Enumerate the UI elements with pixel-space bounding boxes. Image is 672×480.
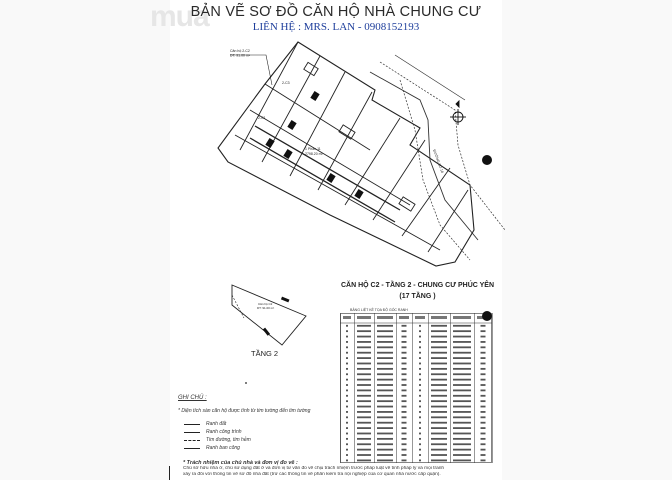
svg-text:1 Phần 11: 1 Phần 11 xyxy=(305,147,321,151)
svg-text:Căn hộ C2: Căn hộ C2 xyxy=(258,302,273,306)
svg-text:2-C3: 2-C3 xyxy=(282,81,290,85)
responsibility-line-1: Chủ sở hữu nhà ở, chủ sử dụng đất ở và đơn vị tư vấn đo vẽ chịu trách nhiệm trước pháp luật về tính pháp lý và mọi tranh xyxy=(183,466,445,471)
svg-text:2-C1: 2-C1 xyxy=(258,116,266,120)
document-title: BẢN VẼ SƠ ĐỒ CĂN HỘ NHÀ CHUNG CƯ xyxy=(190,4,482,20)
caption-line-1: CĂN HỘ C2 - TẦNG 2 - CHUNG CƯ PHÚC YÊN xyxy=(340,282,495,289)
svg-text:DT: 91.00 m²: DT: 91.00 m² xyxy=(257,306,275,310)
area-note: * Diện tích sàn căn hộ được tính từ tim tường đến tim tường xyxy=(178,408,311,414)
notes-heading: GHI CHÚ : xyxy=(178,395,207,401)
legend-label: Ranh công trình xyxy=(206,429,242,435)
apartment-callout: Căn hộ 2-C2 xyxy=(230,49,250,53)
watermark-logo: mua xyxy=(150,0,209,33)
punch-hole-dot-bottom xyxy=(482,311,492,321)
svg-text:DT: 91.00 m²: DT: 91.00 m² xyxy=(230,53,251,58)
punch-hole-dot-top xyxy=(482,155,492,165)
north-arrow-icon xyxy=(450,101,466,125)
legend-label: Ranh ban công xyxy=(206,445,240,451)
legend-label: Tim đường, tim hẻm xyxy=(206,437,251,443)
caption-line-2: (17 TẦNG ) xyxy=(399,293,436,300)
legend-label: Ranh đất xyxy=(206,421,227,427)
contact-line: LIÊN HỆ : MRS. LAN - 0908152193 xyxy=(252,21,420,33)
inset-floor-plan xyxy=(232,285,306,345)
inset-floor-label: TẦNG 2 xyxy=(251,349,279,358)
svg-text:ĐƯỜNG SỐ 18: ĐƯỜNG SỐ 18 xyxy=(432,148,445,174)
responsibility-heading: * Trách nhiệm của chủ nhà và đơn vị đo vẽ : xyxy=(183,460,298,466)
coordinates-table-title: BẢNG LIỆT KÊ TỌA ĐỘ GÓC RANH xyxy=(350,308,408,312)
svg-text:2798.20 m²: 2798.20 m² xyxy=(305,152,323,156)
responsibility-line-2: xảy ra đối với thông tin về sơ đồ nhà đất (trừ các thông tin về phần kiểm tra nội nghiệp của cơ quan nhà nước cấp quận). xyxy=(183,472,441,477)
